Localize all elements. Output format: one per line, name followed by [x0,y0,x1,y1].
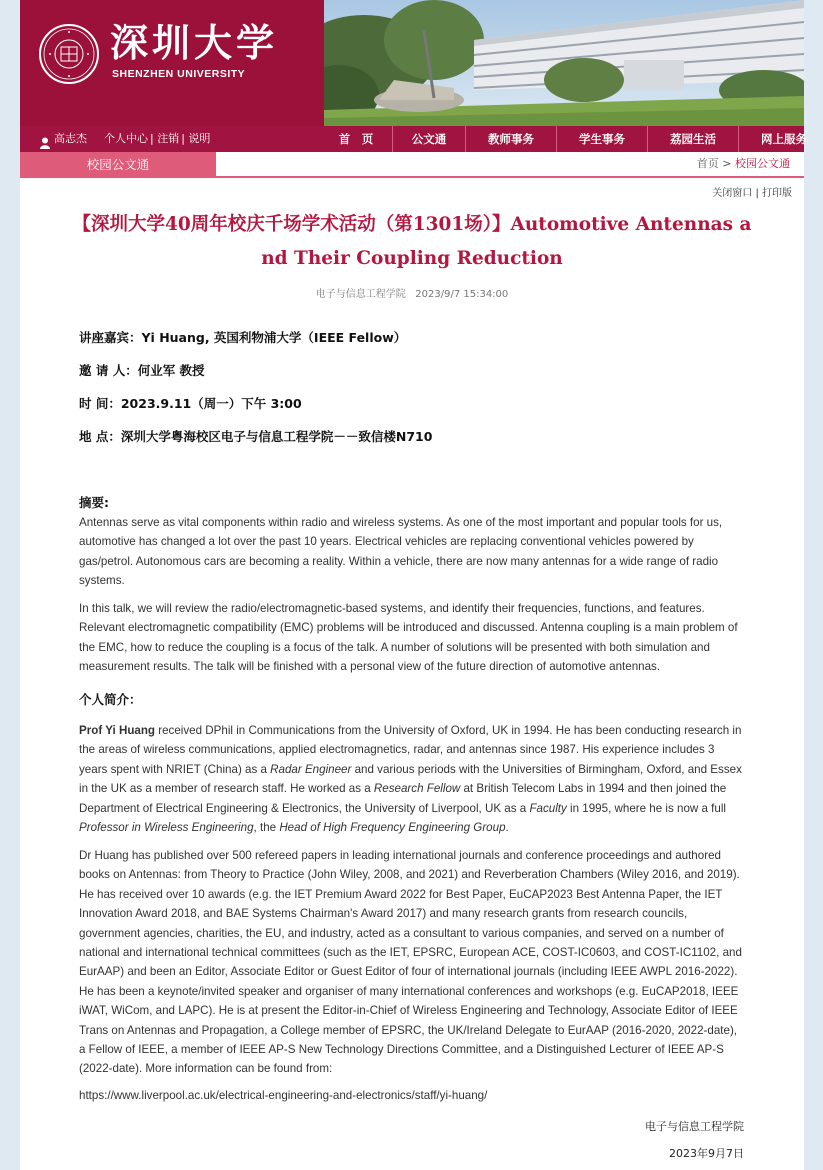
brand-block[interactable] [20,0,324,126]
tab-campus-notices[interactable]: 校园公文通 [20,152,216,178]
abstract-heading: 摘要: [79,495,109,510]
bio-role: Faculty [529,801,567,815]
bio-role: Professor in Wireless Engineering [79,821,254,835]
top-nav-bar [20,126,807,152]
bio-paragraph-2: Dr Huang has published over 500 refereed papers in leading international journals and conference proceedings and authored books on Antennas: from Theory to Practice (John Wiley, 2008, and 2021) and Reverberation Chambers (Wiley 2016, and 2019). He has received over 10 awards (e.g. the IET Premium Award 2022 for Best Paper, EuCAP2023 Best Antenna Paper, the IET Innovation Award 2018, and BAE Systems Chairman's Award 2017) and many research grants from research councils, government agencies, charities, the EU, and industry, acted as a consultant to various companies, and served on a number of national and international technical committees (such as the IET, EPSRC, European ACE, COST-IC0603, and COST-IC1102, and EurAAP) and been an Editor, Associate Editor or Guest Editor of four of international journals (including IEEE AWPL 2016-2022). He has been a keynote/invited speaker and organiser of many international conferences and workshops (e.g. EuCAP2018, IEEE iWAT, WiCom, and LAPC). He is at present the Editor-in-Chief of Wireless Engineering and Technology, Associate Editor of IEEE Trans on Antennas and Propagation, a College member of EPSRC, the UK/Ireland Delegate to EurAAP (2016-2020, 2022-date), a Fellow of IEEE, a member of IEEE AP-S New Technology Directions Committee, and a Distinguished Lecturer of IEEE AP-S (2022-date). More information can be found from: [79,849,742,1076]
print-link[interactable]: 打印版 [762,188,792,199]
abstract-paragraph-1: Antennas serve as vital components within radio and wireless systems. As one of the most important and popular tools for us, automotive has changed a lot over the past 10 years. Electrical vehicles are replacing conventional vehicles powered by gas/petrol. Autonomous cars are becoming a reality. Within a vehicle, there are now many antennas for a wide range of radio systems. [79,516,723,588]
nav-campus-life[interactable]: 荔园生活 [647,126,738,152]
page [20,0,807,1170]
page-tools: 关闭窗口 | 打印版 [712,188,792,199]
close-window-link[interactable]: 关闭窗口 [712,188,753,199]
university-seal-icon [39,24,99,84]
divider [216,176,804,178]
bio-text: , the [253,821,280,835]
signature-date: 2023年9月7日 [669,1147,744,1160]
inviter-line: 邀 请 人：何业军 教授 [79,363,205,378]
nav-student-affairs[interactable]: 学生事务 [556,126,647,152]
title-line-2: nd Their Coupling Reduction [261,248,563,269]
speaker-line: 讲座嘉宾：Yi Huang, 英国利物浦大学（IEEE Fellow） [79,330,407,345]
bio-role: Head of High Frequency Engineering Group [279,821,506,835]
breadcrumb-separator: > [718,157,735,170]
bio-text: and various periods with the Universities of Birmingham, Oxford, and Essex in the UK as a member of research staff. He worked as a [79,762,742,796]
header-banner [20,0,804,126]
bio-text: in 1995, where he is now a full [566,801,727,815]
title-line-1: 【深圳大学40周年校庆千场学术活动（第1301场）】Automotive Antennas a [72,214,752,235]
breadcrumb [697,152,790,176]
user-name: 高志杰 [54,132,87,145]
bio-role: Research Fellow [373,782,461,796]
signature-org: 电子与信息工程学院 [645,1120,744,1133]
campus-photo [324,0,804,126]
article-meta [20,285,804,300]
bio-text: . [505,821,509,835]
help-link[interactable]: 说明 [188,132,211,145]
nav-notices[interactable]: 公文通 [392,126,465,152]
university-name-cn: 深圳大学 [110,20,279,65]
user-icon [40,133,50,145]
personal-center-link[interactable]: 个人中心 [104,132,148,145]
current-user[interactable] [40,126,87,152]
logout-link[interactable]: 注销 [157,132,180,145]
abstract-paragraph-2: In this talk, we will review the radio/electromagnetic-based systems, and identify their frequencies, functions, and features. Relevant electromagnetic compatibility (EMC) problems will be introduced and discussed. Antenna coupling is a main problem of the EMC, how to reduce the coupling is a focus of the talk. A number of solutions will be presented with both simulation and measurement results. The talk will be finished with a personal view of the future direction of automotive antennas. [79,602,738,674]
time-line: 时 间：2023.9.11（周一）下午 3:00 [79,396,302,411]
bio-text: at British Telecom Labs in 1994 and then joined the Department of Electrical Engineering & Electronics, the University of Liverpool, UK as a [79,782,727,815]
sub-nav [20,152,804,178]
user-links: 个人中心 | 注销 | 说明 [104,132,211,145]
bio-role: Radar Engineer [270,762,352,776]
nav-online-services[interactable]: 网上服务 [738,126,823,152]
page-title [72,208,752,276]
article-date: 2023/9/7 15:34:00 [415,289,509,300]
bio-name: Prof Yi Huang [79,724,156,737]
bio-text: received DPhil in Communications from the University of Oxford, UK in 1994. He has been conducting research in the areas of wireless communications, applied electromagnetics, radar, and antennas since 1987. His experience includes 3 years spent with NRIET (China) as a [79,724,742,776]
university-name-en: SHENZHEN UNIVERSITY [112,68,246,80]
bio-heading: 个人简介： [79,692,142,707]
main-nav [320,126,823,152]
location-line: 地 点：深圳大学粤海校区电子与信息工程学院－－致信楼N710 [79,429,433,444]
nav-teacher-affairs[interactable]: 教师事务 [465,126,556,152]
breadcrumb-home[interactable]: 首页 [696,157,719,170]
article-source: 电子与信息工程学院 [315,289,406,300]
breadcrumb-current[interactable]: 校园公文通 [735,157,790,170]
bio-paragraph-1 [79,721,745,837]
profile-link[interactable]: https://www.liverpool.ac.uk/electrical-engineering-and-electronics/staff/yi-huang/ [79,1089,488,1102]
nav-home[interactable]: 首 页 [338,132,374,146]
